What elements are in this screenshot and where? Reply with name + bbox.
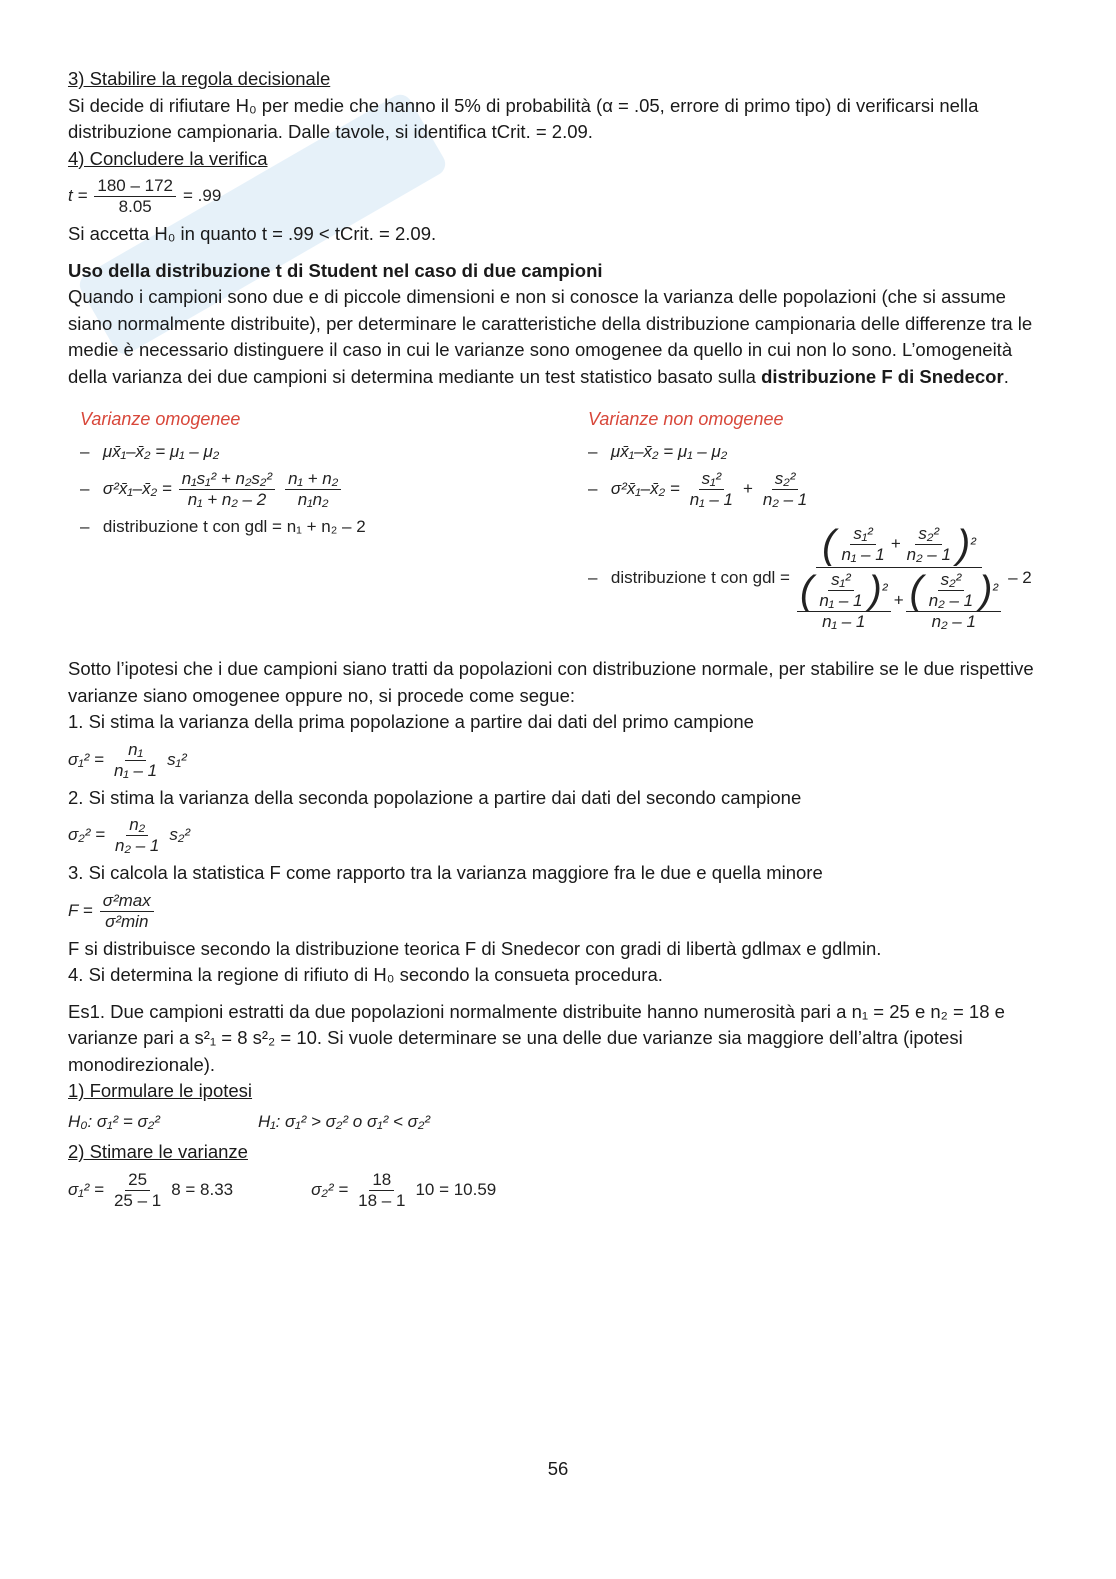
non-omogenee-block: Varianze non omogenee – μx̄₁–x̄₂ = μ₁ – μ₂ – σ²x̄₁–x̄₂ = $\frac{\text{s₁²}}{\text{n₁ – 1}}$ + $\frac{\text{s₂²}}{\text{n₂ – 1}}$ – distribuzione t con gdl = ( $\frac{\text{s₁²}}{\text{n₁ – 1}}$ + $\frac{\text{s₂²}}{\text{n₂ – 1}}$ )² ( $\frac{\text{s₁²}}{\text{n₁ – 1}}$ )² n₁ – 1 + ( $\frac{\text{s₂²}}{\text{n₂ – 1}}$ )² n₂ – 1 – 2 [588, 406, 1043, 636]
section-title: Uso della distribuzione t di Student nel caso di due campioni [68, 259, 603, 281]
variance-cases [68, 406, 1043, 636]
non-omogenee-title: Varianze non omogenee [588, 409, 784, 429]
step4-conclusion: Si accetta H₀ in quanto t = .99 < tCrit. = 2.09. [68, 223, 437, 244]
example-step2-heading: 2) Stimare le varianze [68, 1141, 248, 1162]
variance-estimates: σ₁² = $\frac{25}{25 - 1}$ 8 = 8.33 σ₂² = $\frac{18}{18 - 1}$ 10 = 10.59 [68, 1169, 497, 1210]
procedure-step2: 2. Si stima la varianza della seconda popolazione a partire dai dati del secondo campione [68, 786, 802, 808]
hypotheses: H₀: σ₁² = σ₂² H₁: σ₁² > σ₂² o σ₁² < σ₂² [68, 1111, 431, 1131]
formula-f: F = $\frac{\text{σ²max}}{\text{σ²min}}$ [68, 891, 1043, 932]
omogenee-block: Varianze omogenee – μx̄₁–x̄₂ = μ₁ – μ₂ – σ²x̄₁–x̄₂ = $\frac{\text{n₁s₁² + n₂s₂²}}{\text{n₁ + n₂ – 2}}$ $\frac{\text{n₁ + n₂}}{\text{n₁n₂}}$ – distribuzione t con gdl = n₁ + n₂ – 2 [68, 406, 520, 636]
step4-heading: 4) Concludere la verifica [68, 147, 268, 169]
formula-sigma1: σ₁² = $\frac{\text{n₁}}{\text{n₁ – 1}}$ s₁² [68, 739, 187, 780]
procedure-step1: 1. Si stima la varianza della prima popolazione a partire dai dati del primo campione [68, 711, 754, 732]
page-number: 56 [547, 1458, 569, 1479]
section-intro: Quando i campioni sono due e di piccole dimensioni e non si conosce la varianza delle popolazioni (che si assume siano normalmente distribuite), per determinare le caratteristiche della distribuzione campionaria delle differenze tra le medie è necessario distinguere il caso in cui le varianze sono omogenee da quello in cui non lo sono. L’omogeneità della varianza dei due campioni si determina mediante un test statistico basato sulla distribuzione F di Snedecor. [68, 286, 1033, 387]
procedure-step3b: F si distribuisce secondo la distribuzione teorica F di Snedecor con gradi di libertà gdlmax e gdlmin. [68, 937, 882, 959]
document-page [68, 66, 1043, 1215]
example-step1-heading: 1) Formulare le ipotesi [68, 1080, 253, 1101]
example-text: Es1. Due campioni estratti da due popolazioni normalmente distribuite hanno numerosità pari a n₁ = 25 e n₂ = 18 e varianze pari a s²₁ = 8 s²₂ = 10. Si vuole determinare se una delle due varianze sia maggiore dell’altra (ipotesi monodirezionale). [68, 1000, 1005, 1075]
t-formula: t = $\frac{180 - 172}{8.05}$ = .99 [68, 176, 222, 216]
procedure-intro: Sotto l’ipotesi che i due campioni siano tratti da popolazioni con distribuzione normale, per stabilire se le due rispettive varianze siano omogenee oppure no, si procede come segue: [68, 658, 1034, 706]
formula-sigma2: σ₂² = $\frac{\text{n₂}}{\text{n₂ – 1}}$ s₂² [68, 815, 190, 855]
step3-heading: 3) Stabilire la regola decisionale [68, 68, 331, 89]
omogenee-title: Varianze omogenee [80, 409, 241, 429]
procedure-step3: 3. Si calcola la statistica F come rapporto tra la varianza maggiore fra le due e quella minore [68, 862, 823, 883]
step3-text: Si decide di rifiutare H₀ per medie che hanno il 5% di probabilità (α = .05, errore di primo tipo) di verificarsi nella distribuzione campionaria. Dalle tavole, si identifica tCrit. = 2.09. [68, 94, 979, 142]
procedure-step4: 4. Si determina la regione di rifiuto di H₀ secondo la consueta procedura. [68, 964, 663, 985]
